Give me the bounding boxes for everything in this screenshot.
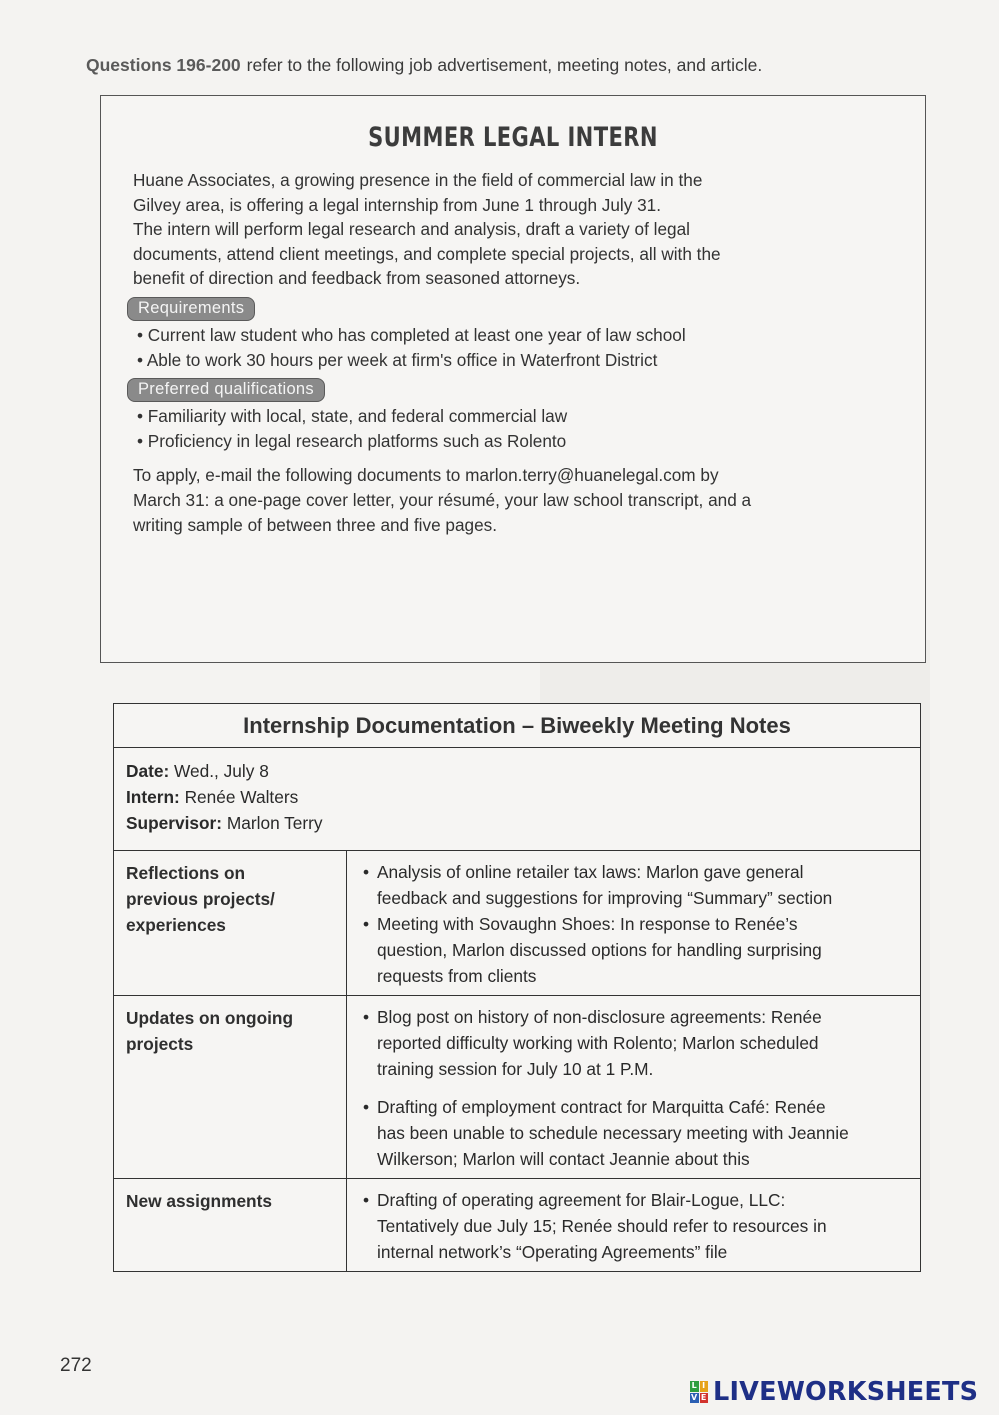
intro-text: refer to the following job advertisement, meeting notes, and article. bbox=[246, 55, 763, 75]
updates-items bbox=[347, 996, 921, 1179]
ad-title: SUMMER LEGAL INTERN bbox=[368, 122, 658, 153]
liveworksheets-logo bbox=[690, 1372, 978, 1412]
ad-line: benefit of direction and feedback from seasoned attorneys. bbox=[133, 268, 581, 289]
reflections-label: Reflections on previous projects/ experiences bbox=[114, 851, 347, 996]
list-item: • Current law student who has completed at least one year of law school bbox=[137, 324, 686, 345]
job-advertisement bbox=[100, 95, 926, 663]
list-item: • Blog post on history of non-disclosure agreements: Renée reported difficulty working with Rolento; Marlon scheduled training session for July 10 at 1 P.M. bbox=[363, 1004, 910, 1082]
questions-intro bbox=[86, 55, 762, 76]
intern-label: Intern: bbox=[126, 787, 180, 807]
new-assignments-label: New assignments bbox=[114, 1179, 347, 1272]
page-number: 272 bbox=[60, 1355, 92, 1376]
date-label: Date: bbox=[126, 761, 170, 781]
supervisor-label: Supervisor: bbox=[126, 813, 223, 833]
ad-body bbox=[133, 168, 813, 537]
ad-line: Gilvey area, is offering a legal internship from June 1 through July 31. bbox=[133, 194, 662, 215]
ad-line: Huane Associates, a growing presence in the field of commercial law in the bbox=[133, 170, 703, 190]
apply-line: To apply, e-mail the following documents to marlon.terry@huanelegal.com by bbox=[133, 465, 719, 486]
apply-instructions bbox=[133, 463, 813, 537]
ad-line: The intern will perform legal research and analysis, draft a variety of legal bbox=[133, 219, 690, 240]
preferred-heading: Preferred qualifications bbox=[127, 378, 325, 402]
updates-label: Updates on ongoing projects bbox=[114, 996, 347, 1179]
list-item: • Familiarity with local, state, and federal commercial law bbox=[137, 406, 568, 427]
new-assignments-items bbox=[347, 1179, 921, 1272]
list-item: • Meeting with Sovaughn Shoes: In response to Renée’s question, Marlon discussed options for handling surprising requests from clients bbox=[363, 911, 910, 989]
apply-line: March 31: a one-page cover letter, your résumé, your law school transcript, and a bbox=[133, 489, 752, 510]
apply-line: writing sample of between three and five pages. bbox=[133, 514, 498, 535]
ad-line: documents, attend client meetings, and complete special projects, all with the bbox=[133, 243, 721, 264]
requirements-list bbox=[133, 323, 813, 372]
supervisor-value: Marlon Terry bbox=[226, 813, 323, 833]
notes-meta bbox=[114, 748, 921, 851]
list-item: • Proficiency in legal research platforms such as Rolento bbox=[137, 430, 567, 451]
list-item: • Analysis of online retailer tax laws: Marlon gave general feedback and suggestions for improving “Summary” section bbox=[363, 859, 910, 911]
list-item: • Drafting of employment contract for Marquitta Café: Renée has been unable to schedule necessary meeting with Jeannie Wilkerson; Marlon will contact Jeannie about this bbox=[363, 1094, 910, 1172]
list-item: • Able to work 30 hours per week at firm's office in Waterfront District bbox=[137, 349, 658, 370]
preferred-list bbox=[133, 404, 813, 453]
requirements-heading: Requirements bbox=[127, 297, 255, 321]
brand-name: LIVEWORKSHEETS bbox=[713, 1377, 979, 1407]
date-value: Wed., July 8 bbox=[174, 761, 269, 781]
logo-icon: L I V E bbox=[691, 1381, 707, 1402]
intern-value: Renée Walters bbox=[184, 787, 299, 807]
notes-title: Internship Documentation – Biweekly Meeting Notes bbox=[114, 704, 921, 748]
list-item: • Drafting of operating agreement for Blair-Logue, LLC: Tentatively due July 15; Renée should refer to resources in internal network’s “Operating Agreements” file bbox=[363, 1187, 910, 1265]
meeting-notes-table bbox=[113, 703, 921, 1272]
reflections-items bbox=[347, 851, 921, 996]
question-range: Questions 196-200 bbox=[86, 55, 241, 75]
